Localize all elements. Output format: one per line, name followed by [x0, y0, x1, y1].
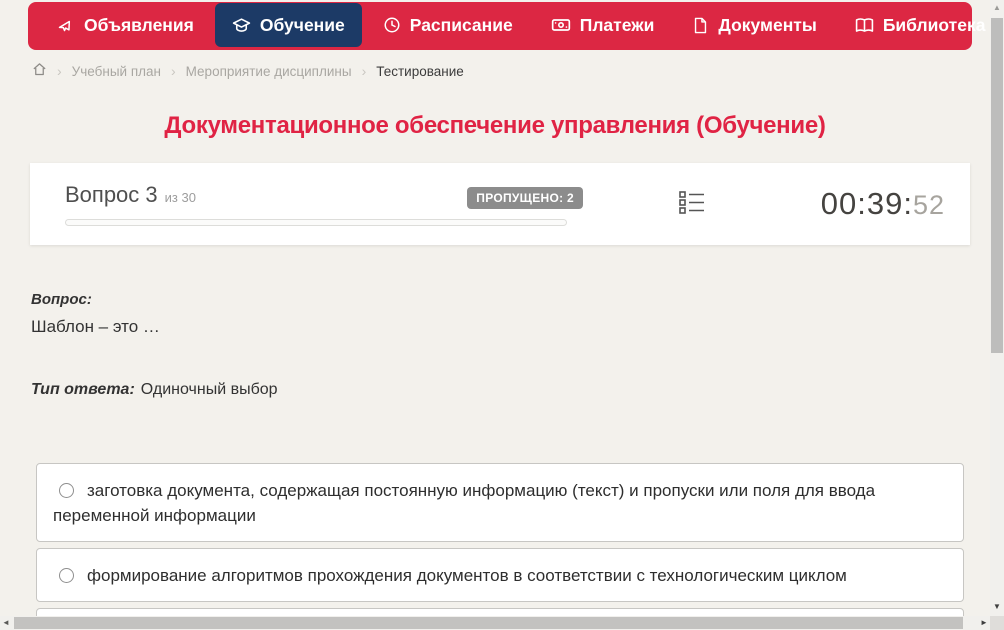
progress-bar: [65, 219, 567, 226]
question-total: из 30: [164, 190, 196, 205]
scroll-up-arrow-icon[interactable]: ▲: [993, 3, 1001, 12]
horizontal-scrollbar-thumb[interactable]: [14, 617, 963, 629]
answer-options: [36, 463, 964, 616]
breadcrumb-current-testing: Тестирование: [376, 63, 464, 79]
scrollbar-corner: [990, 616, 1004, 630]
answer-option-3-partial[interactable]: [36, 608, 964, 616]
scroll-right-arrow-icon[interactable]: ►: [980, 618, 988, 627]
nav-item-label: Платежи: [579, 14, 655, 35]
nav-item-library[interactable]: [838, 3, 990, 47]
home-icon[interactable]: [32, 62, 47, 80]
breadcrumb-separator: ›: [361, 63, 367, 79]
clock-icon: [383, 16, 401, 34]
breadcrumb: [32, 62, 464, 80]
quiz-header-card: [30, 163, 970, 245]
document-icon: [692, 17, 709, 34]
skipped-badge: ПРОПУЩЕНО: 2: [467, 187, 583, 209]
timer-hours-minutes: 00:39:: [820, 186, 913, 221]
vertical-scrollbar-thumb[interactable]: [991, 18, 1003, 353]
nav-item-label: Библиотека: [882, 14, 986, 35]
timer: [821, 186, 945, 222]
nav-item-label: Документы: [718, 14, 817, 35]
graduation-cap-icon: [232, 16, 251, 35]
nav-item-documents[interactable]: [675, 3, 833, 47]
question-label: Вопрос:: [31, 291, 92, 308]
option-radio[interactable]: [59, 483, 74, 498]
nav-item-label: Расписание: [409, 14, 513, 35]
banknote-icon: [551, 15, 571, 35]
megaphone-icon: [57, 16, 75, 34]
nav-item-announcements[interactable]: [40, 3, 211, 47]
scroll-down-arrow-icon[interactable]: ▼: [993, 602, 1001, 611]
scroll-left-arrow-icon[interactable]: ◄: [2, 618, 10, 627]
option-text: формирование алгоритмов прохождения документов в соответствии с технологическим циклом: [87, 566, 847, 585]
option-text: заготовка документа, содержащая постоянную информацию (текст) и пропуски или поля для ввода переменной информации: [53, 481, 876, 525]
timer-seconds: 52: [912, 190, 945, 220]
vertical-scrollbar[interactable]: [990, 0, 1004, 616]
main-nav: [28, 2, 986, 50]
breadcrumb-link-study-plan[interactable]: Учебный план: [71, 63, 161, 79]
answer-type-label: Тип ответа:: [31, 381, 135, 398]
question-text: Шаблон – это …: [31, 317, 160, 336]
breadcrumb-separator: ›: [170, 63, 176, 79]
breadcrumb-separator: ›: [57, 63, 62, 79]
answer-type-row: [31, 381, 951, 399]
horizontal-scrollbar[interactable]: [0, 616, 990, 630]
question-list-icon: [677, 204, 707, 221]
nav-item-payments[interactable]: [534, 3, 672, 47]
question-block: [31, 291, 951, 399]
page-title: Документационное обеспечение управления (Обучение): [164, 112, 826, 139]
quiz-progress-section: [65, 182, 583, 226]
nav-item-label: Обучение: [259, 14, 345, 35]
nav-item-label: Объявления: [84, 14, 194, 35]
book-icon: [855, 16, 874, 35]
nav-item-schedule[interactable]: [366, 3, 530, 47]
question-list-button[interactable]: [677, 187, 707, 222]
question-number: Вопрос 3: [65, 182, 158, 207]
nav-item-learning[interactable]: [215, 3, 362, 47]
answer-type-value: Одиночный выбор: [140, 381, 278, 398]
answer-option-2[interactable]: [36, 548, 964, 602]
breadcrumb-link-discipline-event[interactable]: Мероприятие дисциплины: [185, 63, 352, 79]
option-radio[interactable]: [59, 568, 74, 583]
answer-option-1[interactable]: [36, 463, 964, 542]
